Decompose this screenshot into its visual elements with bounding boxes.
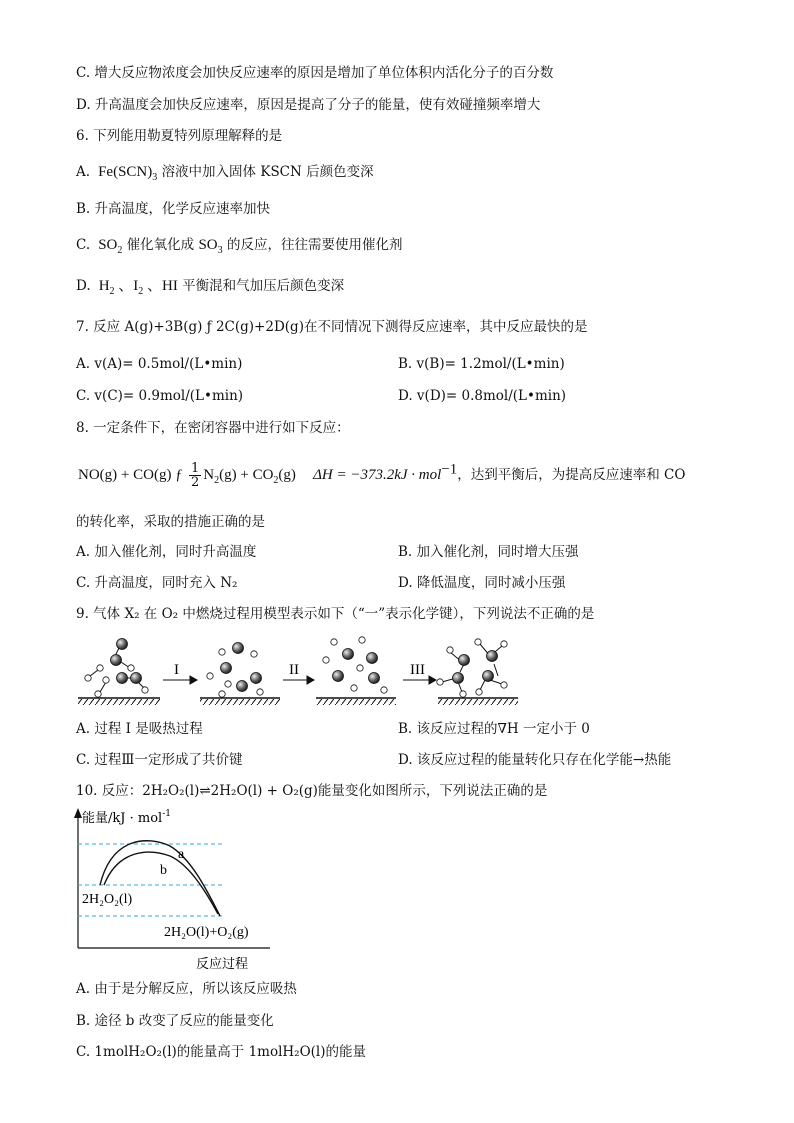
fescn-formula: $Fe(SCN)_3$ [94, 164, 158, 183]
q9-stem: 9. 气体 X₂ 在 O₂ 中燃烧过程用模型表示如下（“一”表示化学键），下列说法不正确的是 [76, 606, 595, 622]
q8-equation: NO(g) + CO(g) ƒ $\frac{1}{2}$ $N_2(g) + CO_2(g)$ ΔH = −373.2kJ · mol$^{-1}$，达到平衡后，为提高反应速率和 CO [78, 461, 686, 490]
q6-stem: 6. 下列能用勒夏特列原理解释的是 [76, 128, 283, 144]
q5-option-c: C. 增大反应物浓度会加快反应速率的原因是增加了单位体积内活化分子的百分数 [76, 65, 554, 81]
y-axis-label: 能量/kJ · mol$^{-1}$ [82, 809, 171, 826]
q6a-text: 溶液中加入固体 KSCN 后颜色变深 [161, 164, 374, 180]
q7-stem: 7. 反应 A(g)+3B(g) ƒ 2C(g)+2D(g)在不同情况下测得反应速率，其中反应最快的是 [76, 319, 588, 335]
q7-option-a: A. v(A)= 0.5mol/(L•min) [76, 356, 243, 372]
step-label-3: III [410, 662, 425, 678]
q6-option-b: B. 升高温度，化学反应速率加快 [76, 201, 271, 217]
q8-eq-right: $N_2(g) + CO_2(g)$ [203, 467, 296, 486]
q9-molecule-diagram [78, 632, 628, 712]
q5-option-d: D. 升高温度会加快反应速率，原因是提高了分子的能量，使有效碰撞频率增大 [76, 97, 541, 113]
q10-option-b: B. 途径 b 改变了反应的能量变化 [76, 1013, 274, 1029]
q6c-mid: 催化氧化成 [126, 237, 195, 253]
q8-option-b: B. 加入催化剂，同时增大压强 [398, 544, 579, 560]
q6-option-c [76, 236, 402, 254]
q7-option-b: B. v(B)= 1.2mol/(L•min) [398, 356, 565, 372]
so3-formula: $SO_3$ [198, 237, 223, 256]
q6-option-d [76, 277, 344, 295]
q8-eq-dh: ΔH = −373.2kJ · mol [313, 467, 442, 483]
q6c-text: 的反应，往往需要使用催化剂 [226, 237, 403, 253]
product-label: 2H₂O(l)+O₂(g) [164, 925, 249, 940]
step-label-2: II [289, 662, 299, 678]
q6-option-a [76, 163, 374, 181]
q8-stem-line2: 的转化率，采取的措施正确的是 [76, 514, 265, 530]
q10-option-a: A. 由于是分解反应，所以该反应吸热 [76, 981, 297, 997]
q6c-label: C. [76, 237, 91, 253]
q6d-label: D. [76, 278, 91, 294]
q10-stem: 10. 反应：2H₂O₂(l)⇌2H₂O(l) + O₂(g)能量变化如图所示，下列说法正确的是 [76, 783, 548, 799]
q8-option-c: C. 升高温度，同时充入 N₂ [76, 575, 238, 591]
q8-stem: 8. 一定条件下，在密闭容器中进行如下反应： [76, 420, 350, 436]
q9-option-c: C. 过程Ⅲ一定形成了共价键 [76, 752, 243, 768]
q8-option-d: D. 降低温度，同时减小压强 [398, 575, 566, 591]
curve-b-label: b [160, 863, 167, 878]
h2-i2-hi-formula: $H_2$ 、$I_2$ 、HI [94, 278, 178, 297]
q6a-label: A. [76, 164, 91, 180]
q8-eq-tail: ，达到平衡后，为提高反应速率和 CO [457, 467, 686, 483]
half-fraction: $\frac{1}{2}$ [191, 461, 200, 490]
q7-option-c: C. v(C)= 0.9mol/(L•min) [76, 388, 244, 404]
q8-eq-left: NO(g) + CO(g) ƒ [78, 467, 183, 483]
q9-option-b: B. 该反应过程的∇H 一定小于 0 [398, 721, 590, 737]
q10-option-c: C. 1molH₂O₂(l)的能量高于 1molH₂O(l)的能量 [76, 1044, 367, 1060]
q8-option-a: A. 加入催化剂，同时升高温度 [76, 544, 257, 560]
curve-a-label: a [178, 847, 185, 862]
x-axis-label: 反应过程 [196, 957, 249, 972]
reactant-label: 2H₂O₂(l) [82, 892, 133, 907]
so2-formula: $SO_2$ [94, 237, 123, 256]
step-label-1: I [174, 662, 179, 678]
q9-option-d: D. 该反应过程的能量转化只存在化学能→热能 [398, 752, 672, 768]
energy-diagram [60, 806, 280, 976]
q9-option-a: A. 过程 I 是吸热过程 [76, 721, 203, 737]
q6d-text: 平衡混和气加压后颜色变深 [182, 278, 345, 294]
q7-option-d: D. v(D)= 0.8mol/(L•min) [398, 388, 567, 404]
